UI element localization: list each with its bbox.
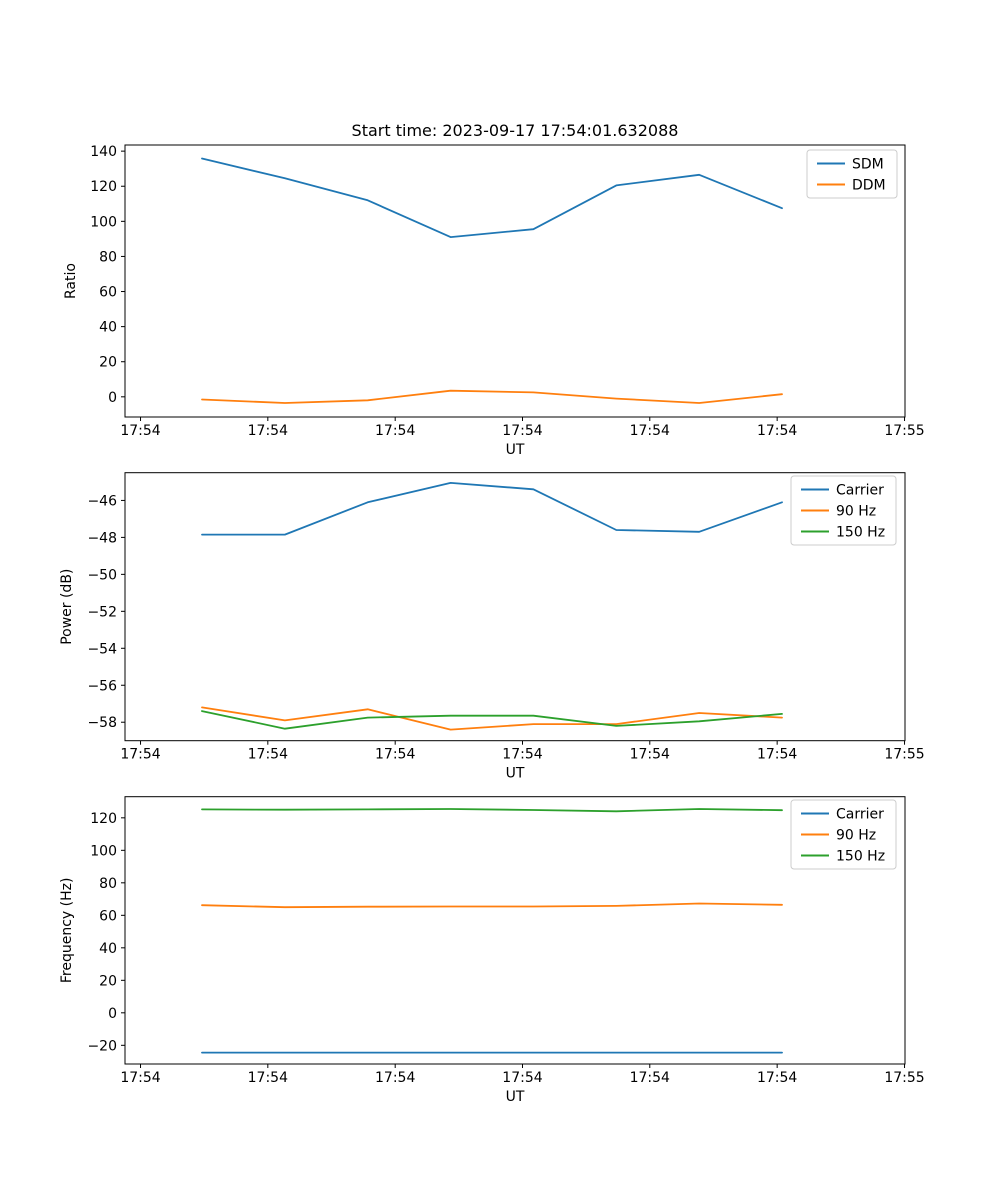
- y-tick-label: 80: [99, 875, 117, 892]
- x-tick-label: 17:54: [375, 1070, 416, 1086]
- x-tick-label: 17:54: [120, 1070, 161, 1086]
- legend-label: Carrier: [836, 482, 884, 499]
- y-tick-label: 100: [90, 214, 117, 231]
- y-tick-label: −46: [87, 493, 117, 510]
- x-tick-label: 17:54: [756, 1070, 798, 1086]
- y-axis-label: Ratio: [63, 263, 79, 299]
- y-tick-label: 0: [108, 389, 117, 406]
- x-tick-label: 17:54: [247, 746, 288, 763]
- y-tick-label: 20: [99, 354, 117, 371]
- y-tick-label: 120: [90, 179, 117, 196]
- x-tick-label: 17:54: [502, 1070, 543, 1086]
- x-tick-label: 17:54: [502, 423, 543, 439]
- series-line-90-Hz: [202, 707, 782, 729]
- x-axis-label: UT: [505, 765, 525, 782]
- y-tick-label: 100: [90, 843, 117, 860]
- series-line-SDM: [202, 159, 782, 238]
- legend-label: 150 Hz: [836, 524, 886, 541]
- axes-box-2: [125, 473, 905, 741]
- axes-box-1: [125, 145, 905, 417]
- series-line-Carrier: [202, 483, 782, 535]
- series-line-90-Hz: [202, 904, 782, 908]
- x-tick-label: 17:54: [375, 746, 416, 763]
- x-tick-label: 17:55: [884, 746, 925, 763]
- y-axis-label: Frequency (Hz): [59, 877, 75, 984]
- x-tick-label: 17:54: [247, 1070, 288, 1086]
- y-tick-label: −50: [87, 567, 117, 584]
- y-tick-label: −20: [87, 1038, 117, 1055]
- y-axis-label: Power (dB): [59, 568, 75, 645]
- y-tick-label: 60: [99, 284, 117, 301]
- series-line-150-Hz: [202, 809, 782, 811]
- x-axis-label: UT: [505, 442, 525, 458]
- y-tick-label: 60: [99, 908, 117, 925]
- x-tick-label: 17:54: [120, 746, 161, 763]
- x-tick-label: 17:54: [756, 746, 798, 763]
- y-tick-label: −48: [87, 530, 117, 547]
- y-tick-label: 20: [99, 973, 117, 990]
- axes-box-3: [125, 797, 905, 1064]
- legend-label: 150 Hz: [836, 848, 886, 865]
- y-tick-label: −52: [87, 604, 117, 621]
- figure-title: Start time: 2023-09-17 17:54:01.632088: [351, 121, 679, 140]
- x-tick-label: 17:54: [756, 423, 798, 439]
- y-tick-label: 120: [90, 810, 117, 827]
- x-tick-label: 17:54: [629, 423, 670, 439]
- x-tick-label: 17:54: [629, 1070, 670, 1086]
- x-tick-label: 17:55: [884, 1070, 925, 1086]
- legend-label: DDM: [852, 177, 886, 194]
- y-tick-label: −54: [87, 641, 117, 658]
- x-tick-label: 17:54: [120, 423, 161, 439]
- y-tick-label: 40: [99, 940, 117, 957]
- legend-label: SDM: [852, 156, 884, 173]
- x-tick-label: 17:54: [375, 423, 416, 439]
- x-axis-label: UT: [505, 1089, 525, 1105]
- x-tick-label: 17:54: [629, 746, 670, 763]
- x-tick-label: 17:54: [502, 746, 543, 763]
- y-tick-label: −56: [87, 678, 117, 695]
- x-tick-label: 17:55: [884, 423, 925, 439]
- legend-label: Carrier: [836, 806, 884, 823]
- legend-label: 90 Hz: [836, 827, 877, 844]
- y-tick-label: 80: [99, 249, 117, 266]
- y-tick-label: 140: [90, 144, 117, 161]
- y-tick-label: 40: [99, 319, 117, 336]
- x-tick-label: 17:54: [247, 423, 288, 439]
- series-line-DDM: [202, 391, 782, 403]
- y-tick-label: −58: [87, 715, 117, 732]
- legend-label: 90 Hz: [836, 503, 877, 520]
- y-tick-label: 0: [108, 1005, 117, 1022]
